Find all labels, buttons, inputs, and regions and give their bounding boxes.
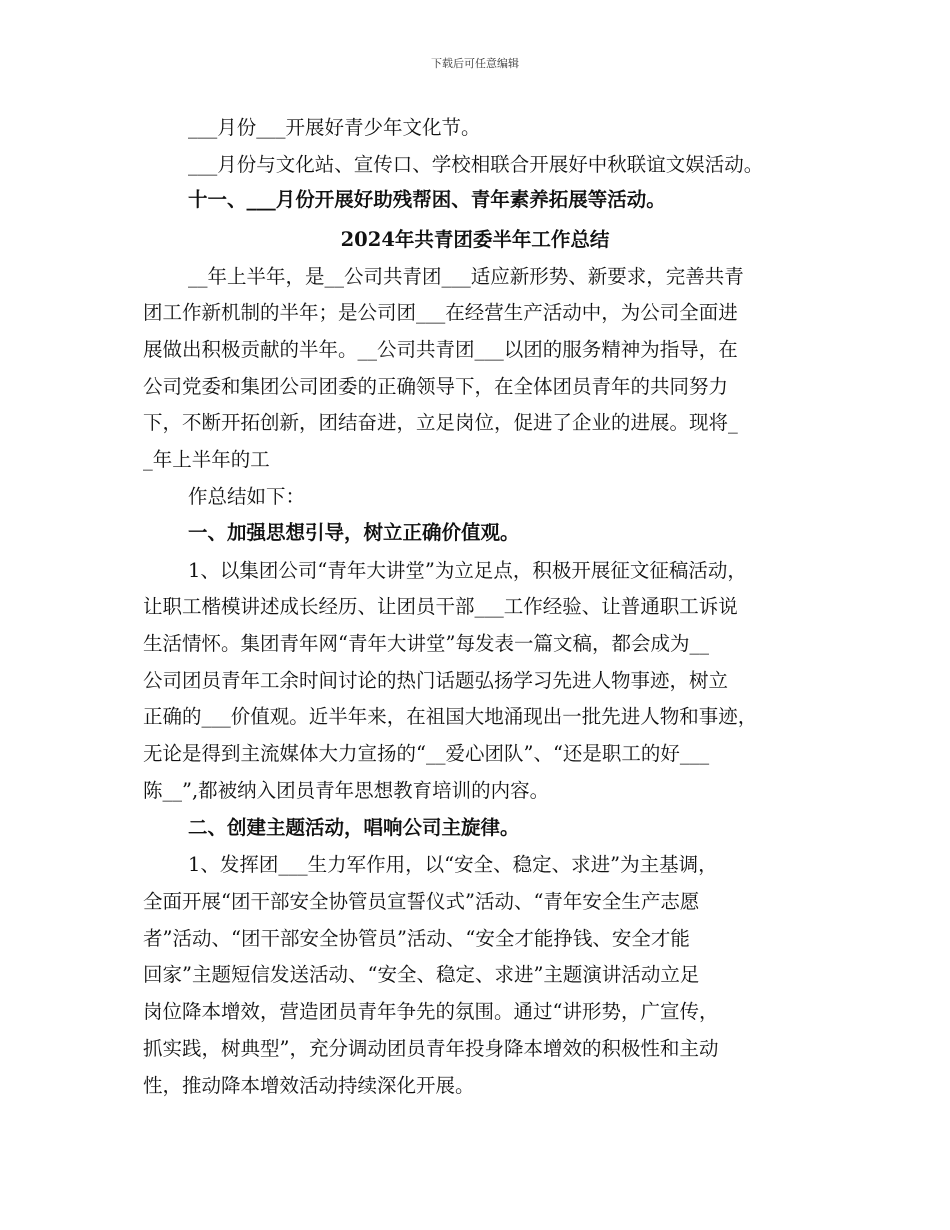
paragraph-line: 作总结如下：: [188, 485, 306, 508]
paragraph-line: 团工作新机制的半年；是公司团___在经营生产活动中，为公司全面进: [143, 301, 738, 324]
paragraph-line: 1、发挥团___生力军作用，以“安全、稳定、求进”为主基调，: [188, 853, 718, 876]
paragraph-line: 1、以集团公司“青年大讲堂”为立足点，积极开展征文征稿活动，: [188, 559, 747, 582]
paragraph-line: 正确的___价值观。近半年来，在祖国大地涌现出一批先进人物和事迹，: [143, 705, 758, 728]
paragraph-line: ___月份___开展好青少年文化节。: [188, 116, 481, 139]
page-header-note: 下载后可任意编辑: [431, 57, 519, 70]
paragraph-line: _年上半年的工: [143, 448, 270, 471]
paragraph-line: 性，推动降本增效活动持续深化开展。: [143, 1074, 475, 1097]
paragraph-line: 生活情怀。集团青年网“青年大讲堂”每发表一篇文稿，都会成为__: [143, 632, 709, 655]
paragraph-line: 回家”主题短信发送活动、“安全、稳定、求进”主题演讲活动立足: [143, 963, 700, 986]
section-heading: 二、创建主题活动，唱响公司主旋律。: [188, 816, 520, 839]
paragraph-line: 者”活动、“团干部安全协管员”活动、“安全才能挣钱、安全才能: [143, 927, 690, 950]
paragraph-line: 岗位降本增效，营造团员青年争先的氛围。通过“讲形势，广宣传，: [143, 1000, 719, 1023]
paragraph-line: 陈__”,都被纳入团员青年思想教育培训的内容。: [143, 779, 550, 802]
paragraph-line: 无论是得到主流媒体大力宣扬的“__爱心团队”、“还是职工的好___: [143, 742, 710, 765]
paragraph-line: 让职工楷模讲述成长经历、让团员干部___工作经验、让普通职工诉说: [143, 595, 738, 618]
paragraph-line: 全面开展“团干部安全协管员宣誓仪式”活动、“青年安全生产志愿: [143, 890, 700, 913]
paragraph-line: 下，不断开拓创新，团结奋进，立足岗位，促进了企业的进展。现将_: [143, 411, 738, 434]
section-heading: 十一、___月份开展好助残帮困、青年素养拓展等活动。: [188, 188, 666, 211]
paragraph-line: ___月份与文化站、宣传口、学校相联合开展好中秋联谊文娱活动。: [188, 153, 764, 176]
paragraph-line: __年上半年，是__公司共青团___适应新形势、新要求，完善共青: [188, 265, 744, 288]
paragraph-line: 公司党委和集团公司团委的正确领导下，在全体团员青年的共同努力: [143, 375, 729, 398]
section-heading: 一、加强思想引导，树立正确价值观。: [188, 521, 520, 544]
document-title: 2024年共青团委半年工作总结: [340, 228, 610, 251]
paragraph-line: 抓实践，树典型”，充分调动团员青年投身降本增效的积极性和主动: [143, 1037, 719, 1060]
paragraph-line: 展做出积极贡献的半年。__公司共青团___以团的服务精神为指导，在: [143, 338, 738, 361]
paragraph-line: 公司团员青年工余时间讨论的热门话题弘扬学习先进人物事迹，树立: [143, 669, 729, 692]
